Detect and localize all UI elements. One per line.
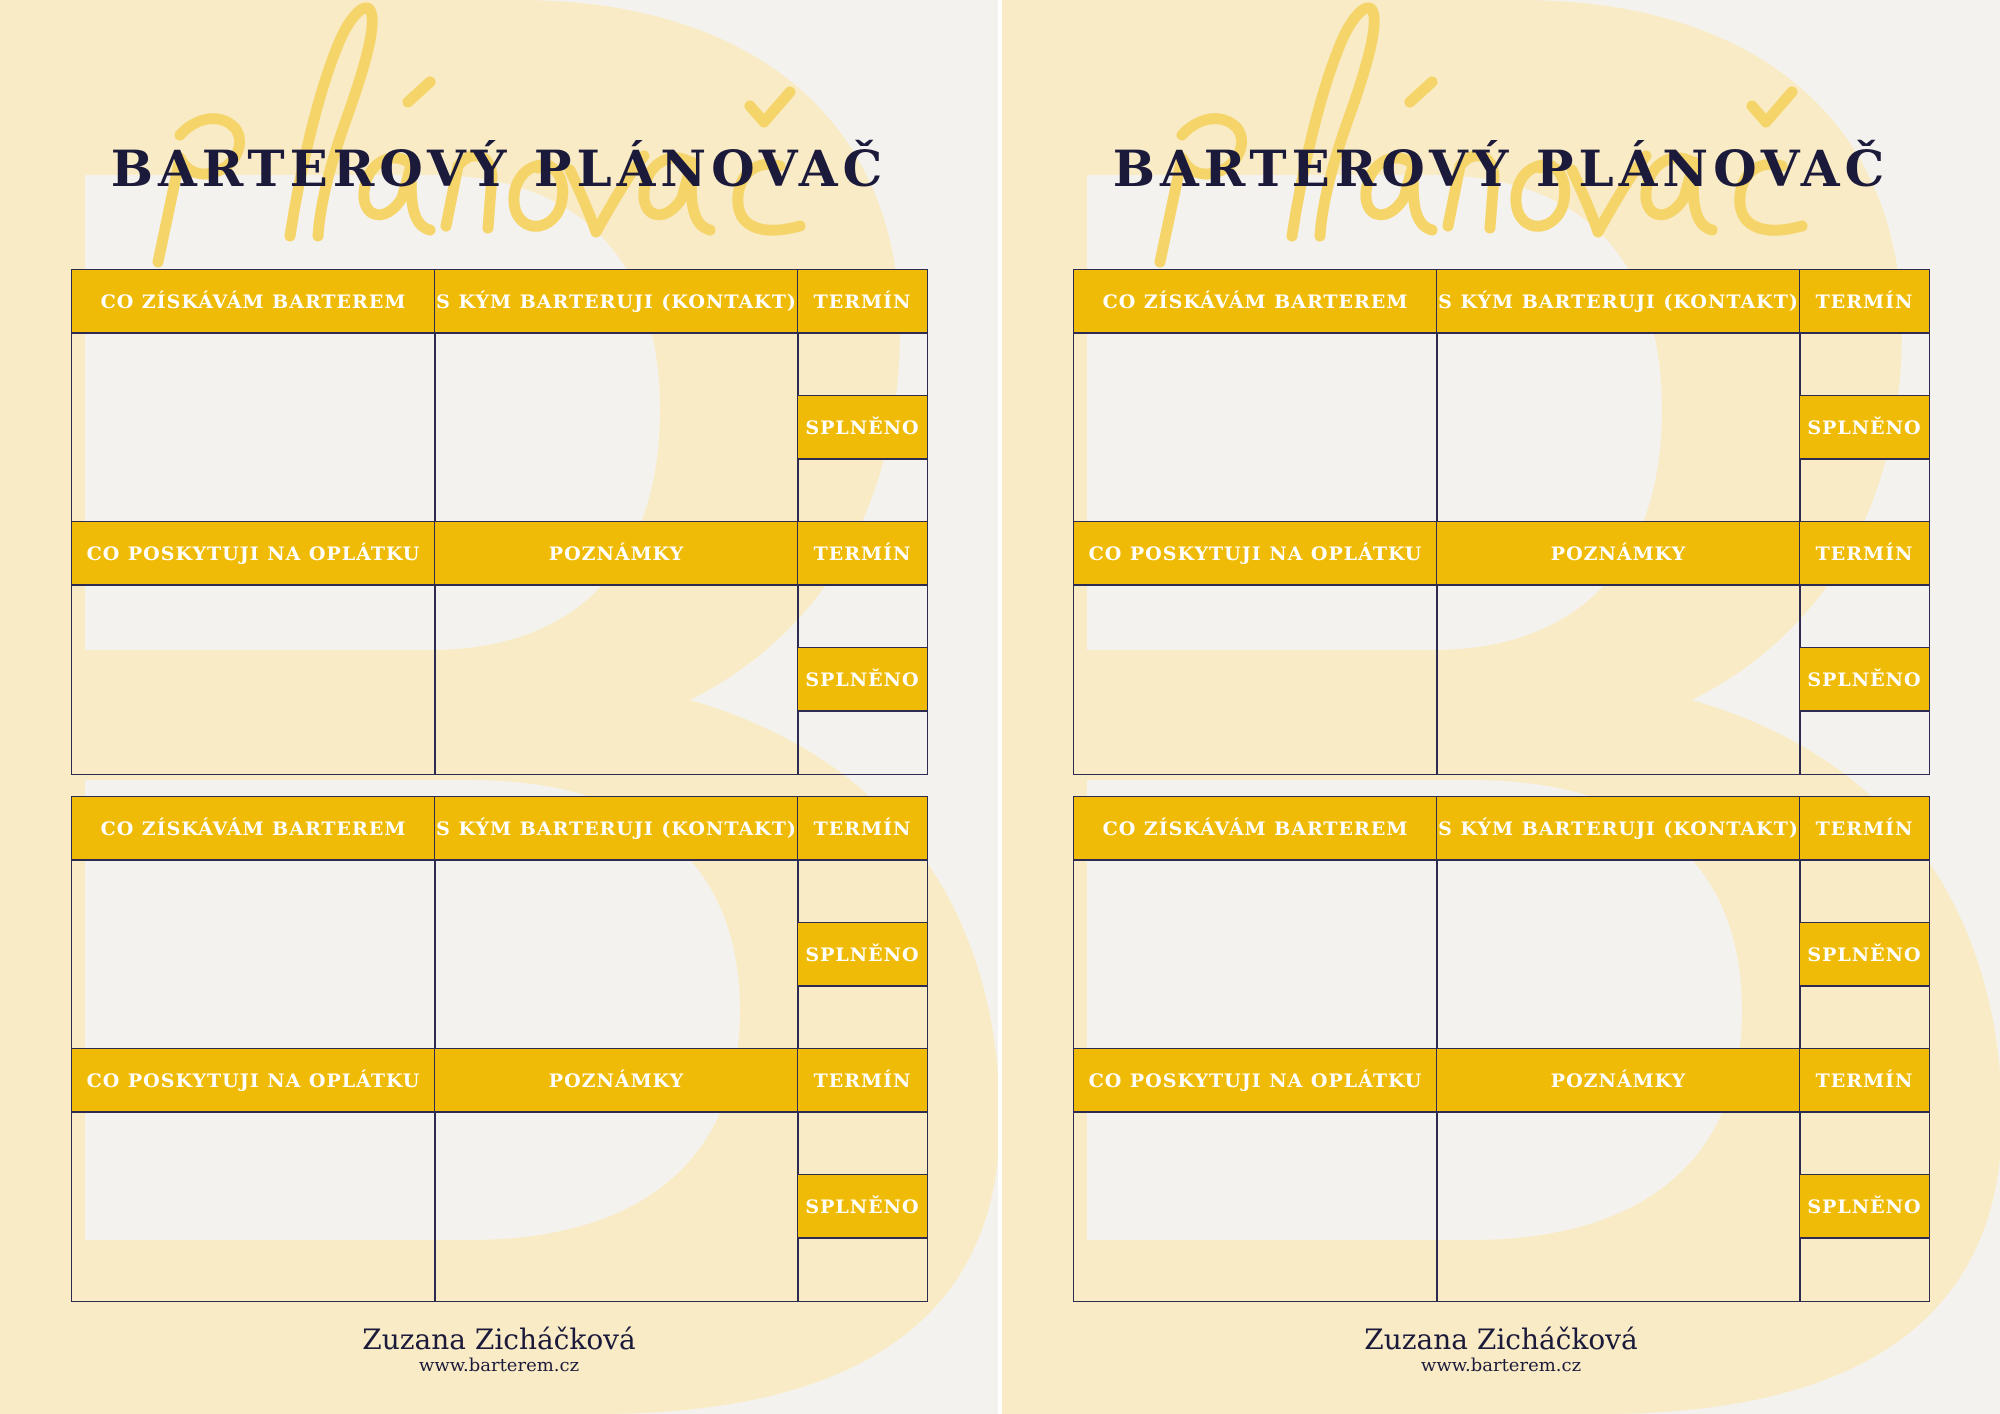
- field-deadline[interactable]: [1799, 859, 1930, 924]
- field-deadline[interactable]: [797, 859, 928, 924]
- field-deadline[interactable]: [1799, 584, 1930, 649]
- header-deadline: TERMÍN: [1799, 796, 1930, 861]
- field-contact[interactable]: [434, 332, 799, 523]
- header-deadline: TERMÍN: [1799, 1048, 1930, 1113]
- planner-page-right: [1002, 0, 2000, 1414]
- field-what-i-provide[interactable]: [71, 1111, 436, 1302]
- field-deadline[interactable]: [1799, 332, 1930, 397]
- header-what-i-provide: CO POSKYTUJI NA OPLÁTKU: [71, 1048, 436, 1113]
- field-what-i-provide[interactable]: [1073, 1111, 1438, 1302]
- header-done: SPLNĚNO: [797, 922, 928, 987]
- barter-block: [1074, 797, 1929, 1298]
- script-planovac-decoration: [140, 0, 820, 270]
- header-deadline: TERMÍN: [1799, 269, 1930, 334]
- header-done: SPLNĚNO: [797, 395, 928, 460]
- header-deadline: TERMÍN: [797, 1048, 928, 1113]
- header-done: SPLNĚNO: [797, 647, 928, 712]
- header-what-i-get: CO ZÍSKÁVÁM BARTEREM: [71, 269, 436, 334]
- header-done: SPLNĚNO: [1799, 395, 1930, 460]
- field-what-i-provide[interactable]: [71, 584, 436, 775]
- page-title: BARTEROVÝ PLÁNOVAČ: [1112, 139, 1890, 198]
- header-notes: POZNÁMKY: [434, 1048, 799, 1113]
- script-planovac-decoration: [1142, 0, 1822, 270]
- barter-grid: [72, 797, 927, 1301]
- field-what-i-get[interactable]: [71, 332, 436, 523]
- field-notes[interactable]: [434, 1111, 799, 1302]
- header-contact: S KÝM BARTERUJI (KONTAKT): [1436, 269, 1801, 334]
- author-website: www.barterem.cz: [1420, 1355, 1582, 1376]
- header-notes: POZNÁMKY: [434, 521, 799, 586]
- field-done[interactable]: [797, 710, 928, 775]
- field-done[interactable]: [1799, 458, 1930, 523]
- field-notes[interactable]: [1436, 584, 1801, 775]
- author-website: www.barterem.cz: [418, 1355, 580, 1376]
- field-deadline[interactable]: [1799, 1111, 1930, 1176]
- header-contact: S KÝM BARTERUJI (KONTAKT): [434, 796, 799, 861]
- barter-block: [1074, 270, 1929, 771]
- barter-block: [72, 270, 927, 771]
- barter-grid: [1074, 270, 1929, 774]
- header-done: SPLNĚNO: [1799, 647, 1930, 712]
- field-done[interactable]: [797, 1237, 928, 1302]
- author-name: Zuzana Zicháčková: [1364, 1323, 1638, 1356]
- field-what-i-provide[interactable]: [1073, 584, 1438, 775]
- field-deadline[interactable]: [797, 1111, 928, 1176]
- header-contact: S KÝM BARTERUJI (KONTAKT): [434, 269, 799, 334]
- field-notes[interactable]: [1436, 1111, 1801, 1302]
- header-notes: POZNÁMKY: [1436, 521, 1801, 586]
- author-name: Zuzana Zicháčková: [362, 1323, 636, 1356]
- header-what-i-provide: CO POSKYTUJI NA OPLÁTKU: [1073, 521, 1438, 586]
- field-done[interactable]: [1799, 985, 1930, 1050]
- field-what-i-get[interactable]: [1073, 859, 1438, 1050]
- header-what-i-provide: CO POSKYTUJI NA OPLÁTKU: [1073, 1048, 1438, 1113]
- field-done[interactable]: [1799, 1237, 1930, 1302]
- header-deadline: TERMÍN: [797, 521, 928, 586]
- field-deadline[interactable]: [797, 584, 928, 649]
- barter-grid: [72, 270, 927, 774]
- header-what-i-get: CO ZÍSKÁVÁM BARTEREM: [71, 796, 436, 861]
- header-deadline: TERMÍN: [797, 269, 928, 334]
- field-what-i-get[interactable]: [71, 859, 436, 1050]
- header-done: SPLNĚNO: [1799, 922, 1930, 987]
- field-contact[interactable]: [434, 859, 799, 1050]
- field-deadline[interactable]: [797, 332, 928, 397]
- header-done: SPLNĚNO: [797, 1174, 928, 1239]
- field-contact[interactable]: [1436, 859, 1801, 1050]
- header-done: SPLNĚNO: [1799, 1174, 1930, 1239]
- planner-page-left: [0, 0, 998, 1414]
- barter-grid: [1074, 797, 1929, 1301]
- field-done[interactable]: [797, 458, 928, 523]
- header-contact: S KÝM BARTERUJI (KONTAKT): [1436, 796, 1801, 861]
- header-notes: POZNÁMKY: [1436, 1048, 1801, 1113]
- header-deadline: TERMÍN: [1799, 521, 1930, 586]
- page-title: BARTEROVÝ PLÁNOVAČ: [110, 139, 888, 198]
- header-deadline: TERMÍN: [797, 796, 928, 861]
- field-contact[interactable]: [1436, 332, 1801, 523]
- field-notes[interactable]: [434, 584, 799, 775]
- field-what-i-get[interactable]: [1073, 332, 1438, 523]
- field-done[interactable]: [1799, 710, 1930, 775]
- header-what-i-provide: CO POSKYTUJI NA OPLÁTKU: [71, 521, 436, 586]
- header-what-i-get: CO ZÍSKÁVÁM BARTEREM: [1073, 796, 1438, 861]
- header-what-i-get: CO ZÍSKÁVÁM BARTEREM: [1073, 269, 1438, 334]
- barter-block: [72, 797, 927, 1298]
- field-done[interactable]: [797, 985, 928, 1050]
